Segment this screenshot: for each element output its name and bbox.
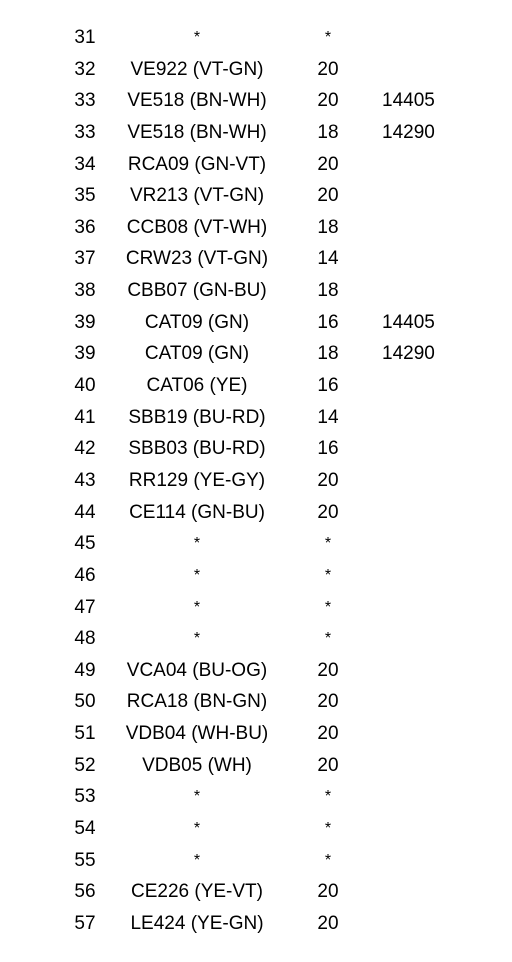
pin-number-cell: 45 bbox=[74, 533, 96, 555]
table-row bbox=[0, 497, 512, 529]
wire-gauge-cell: * bbox=[324, 535, 332, 553]
wire-gauge-cell: 18 bbox=[317, 216, 339, 238]
table-row bbox=[0, 560, 512, 592]
wire-gauge-cell: * bbox=[324, 630, 332, 648]
wire-gauge-cell: 20 bbox=[317, 153, 339, 175]
table-row bbox=[0, 338, 512, 370]
wire-gauge-cell: 20 bbox=[317, 659, 339, 681]
option-code-cell bbox=[382, 845, 452, 877]
circuit-color-cell: CE114 (GN-BU) bbox=[129, 501, 265, 523]
circuit-color-cell: VE922 (VT-GN) bbox=[130, 58, 264, 80]
pin-number-cell: 50 bbox=[74, 691, 96, 713]
table-row bbox=[0, 528, 512, 560]
table-row bbox=[0, 22, 512, 54]
option-code-cell bbox=[382, 370, 452, 402]
table-row bbox=[0, 845, 512, 877]
wire-gauge-cell: 20 bbox=[317, 912, 339, 934]
wire-gauge-cell: * bbox=[324, 820, 332, 838]
circuit-color-cell: CCB08 (VT-WH) bbox=[126, 216, 268, 238]
option-code-cell bbox=[382, 750, 452, 782]
option-code-cell bbox=[382, 243, 452, 275]
option-code-cell bbox=[382, 528, 452, 560]
option-code-cell bbox=[382, 54, 452, 86]
pin-number-cell: 46 bbox=[74, 564, 96, 586]
option-code-cell bbox=[382, 180, 452, 212]
option-code-cell bbox=[382, 876, 452, 908]
option-code-cell bbox=[382, 22, 452, 54]
option-code-cell: 14290 bbox=[382, 121, 435, 143]
wire-gauge-cell: * bbox=[324, 851, 332, 869]
table-row bbox=[0, 149, 512, 181]
pin-number-cell: 47 bbox=[74, 596, 96, 618]
table-row bbox=[0, 243, 512, 275]
wire-gauge-cell: 20 bbox=[317, 469, 339, 491]
option-code-cell bbox=[382, 560, 452, 592]
table-row bbox=[0, 686, 512, 718]
pin-number-cell: 38 bbox=[74, 280, 96, 302]
pin-number-cell: 42 bbox=[74, 438, 96, 460]
option-code-cell bbox=[382, 497, 452, 529]
circuit-color-cell: VDB04 (WH-BU) bbox=[125, 723, 269, 745]
option-code-cell: 14405 bbox=[382, 90, 435, 112]
circuit-color-cell: CAT06 (YE) bbox=[146, 375, 248, 397]
option-code-cell bbox=[382, 433, 452, 465]
table-row bbox=[0, 592, 512, 624]
table-row bbox=[0, 876, 512, 908]
circuit-color-cell: CRW23 (VT-GN) bbox=[125, 248, 269, 270]
option-code-cell bbox=[382, 781, 452, 813]
circuit-color-cell: RCA09 (GN-VT) bbox=[127, 153, 267, 175]
table-row bbox=[0, 370, 512, 402]
pin-number-cell: 40 bbox=[74, 375, 96, 397]
option-code-cell bbox=[382, 402, 452, 434]
pin-number-cell: 53 bbox=[74, 786, 96, 808]
circuit-color-cell: * bbox=[193, 29, 201, 46]
circuit-color-cell: * bbox=[193, 598, 201, 616]
table-row bbox=[0, 718, 512, 750]
circuit-color-cell: * bbox=[193, 851, 201, 869]
wire-gauge-cell: 14 bbox=[317, 248, 339, 270]
connector-pinout-table bbox=[0, 22, 512, 940]
wire-gauge-cell: 16 bbox=[317, 375, 339, 397]
pin-number-cell: 56 bbox=[74, 881, 96, 903]
pin-number-cell: 34 bbox=[74, 153, 96, 175]
circuit-color-cell: VDB05 (WH) bbox=[142, 754, 252, 776]
option-code-cell: 14290 bbox=[382, 343, 435, 365]
circuit-color-cell: VE518 (BN-WH) bbox=[127, 121, 267, 143]
circuit-color-cell: VE518 (BN-WH) bbox=[127, 90, 267, 112]
pin-number-cell: 48 bbox=[74, 628, 96, 650]
wire-gauge-cell: 20 bbox=[317, 185, 339, 207]
wire-gauge-cell: 20 bbox=[317, 881, 339, 903]
pin-number-cell: 41 bbox=[74, 406, 96, 428]
table-row bbox=[0, 750, 512, 782]
option-code-cell bbox=[382, 813, 452, 845]
wire-gauge-cell: 20 bbox=[317, 754, 339, 776]
circuit-color-cell: CAT09 (GN) bbox=[144, 311, 250, 333]
circuit-color-cell: VR213 (VT-GN) bbox=[129, 185, 265, 207]
pin-number-cell: 37 bbox=[74, 248, 96, 270]
circuit-color-cell: * bbox=[193, 630, 201, 648]
pin-number-cell: 39 bbox=[74, 343, 96, 365]
circuit-color-cell: CBB07 (GN-BU) bbox=[127, 280, 267, 302]
option-code-cell bbox=[382, 623, 452, 655]
pin-number-cell: 51 bbox=[74, 723, 96, 745]
table-row bbox=[0, 275, 512, 307]
wire-gauge-cell: * bbox=[324, 788, 332, 806]
pin-number-cell: 35 bbox=[74, 185, 96, 207]
circuit-color-cell: * bbox=[193, 535, 201, 553]
wire-gauge-cell: 20 bbox=[317, 723, 339, 745]
table-row bbox=[0, 433, 512, 465]
wire-gauge-cell: 16 bbox=[317, 438, 339, 460]
table-row bbox=[0, 655, 512, 687]
table-row bbox=[0, 117, 512, 149]
table-row bbox=[0, 85, 512, 117]
wire-gauge-cell: * bbox=[324, 598, 332, 616]
table-row bbox=[0, 623, 512, 655]
table-row bbox=[0, 908, 512, 940]
circuit-color-cell: LE424 (YE-GN) bbox=[130, 912, 264, 934]
table-row bbox=[0, 54, 512, 86]
pin-number-cell: 49 bbox=[74, 659, 96, 681]
pin-number-cell: 57 bbox=[74, 912, 96, 934]
option-code-cell bbox=[382, 149, 452, 181]
option-code-cell bbox=[382, 655, 452, 687]
pin-number-cell: 52 bbox=[74, 754, 96, 776]
pin-number-cell: 33 bbox=[74, 90, 96, 112]
pin-number-cell: 36 bbox=[74, 216, 96, 238]
table-row bbox=[0, 781, 512, 813]
table-row bbox=[0, 813, 512, 845]
circuit-color-cell: SBB03 (BU-RD) bbox=[128, 438, 266, 460]
table-row bbox=[0, 180, 512, 212]
wire-gauge-cell: 20 bbox=[317, 501, 339, 523]
table-row bbox=[0, 465, 512, 497]
circuit-color-cell: RR129 (YE-GY) bbox=[128, 469, 266, 491]
option-code-cell bbox=[382, 465, 452, 497]
wire-gauge-cell: * bbox=[324, 566, 332, 584]
pin-number-cell: 32 bbox=[74, 58, 96, 80]
pin-number-cell: 39 bbox=[74, 311, 96, 333]
option-code-cell bbox=[382, 908, 452, 940]
circuit-color-cell: SBB19 (BU-RD) bbox=[128, 406, 266, 428]
circuit-color-cell: VCA04 (BU-OG) bbox=[126, 659, 268, 681]
wire-gauge-cell: 20 bbox=[317, 691, 339, 713]
pin-number-cell: 31 bbox=[74, 27, 96, 48]
circuit-color-cell: CE226 (YE-VT) bbox=[131, 881, 263, 903]
wire-gauge-cell: 20 bbox=[317, 58, 339, 80]
circuit-color-cell: RCA18 (BN-GN) bbox=[126, 691, 268, 713]
pin-number-cell: 44 bbox=[74, 501, 96, 523]
option-code-cell bbox=[382, 275, 452, 307]
circuit-color-cell: * bbox=[193, 566, 201, 584]
option-code-cell bbox=[382, 718, 452, 750]
table-row bbox=[0, 402, 512, 434]
option-code-cell bbox=[382, 592, 452, 624]
circuit-color-cell: CAT09 (GN) bbox=[144, 343, 250, 365]
table-row bbox=[0, 212, 512, 244]
pin-number-cell: 55 bbox=[74, 849, 96, 871]
pin-number-cell: 43 bbox=[74, 469, 96, 491]
wire-gauge-cell: 18 bbox=[317, 121, 339, 143]
wire-gauge-cell: 16 bbox=[317, 311, 339, 333]
option-code-cell: 14405 bbox=[382, 311, 435, 333]
option-code-cell bbox=[382, 212, 452, 244]
wire-gauge-cell: 18 bbox=[317, 343, 339, 365]
table-row bbox=[0, 307, 512, 339]
option-code-cell bbox=[382, 686, 452, 718]
wire-gauge-cell: 14 bbox=[317, 406, 339, 428]
circuit-color-cell: * bbox=[193, 788, 201, 806]
wire-gauge-cell: 20 bbox=[317, 90, 339, 112]
pin-number-cell: 33 bbox=[74, 121, 96, 143]
wire-gauge-cell: 18 bbox=[317, 280, 339, 302]
wire-gauge-cell: * bbox=[324, 29, 332, 46]
circuit-color-cell: * bbox=[193, 820, 201, 838]
pin-number-cell: 54 bbox=[74, 818, 96, 840]
